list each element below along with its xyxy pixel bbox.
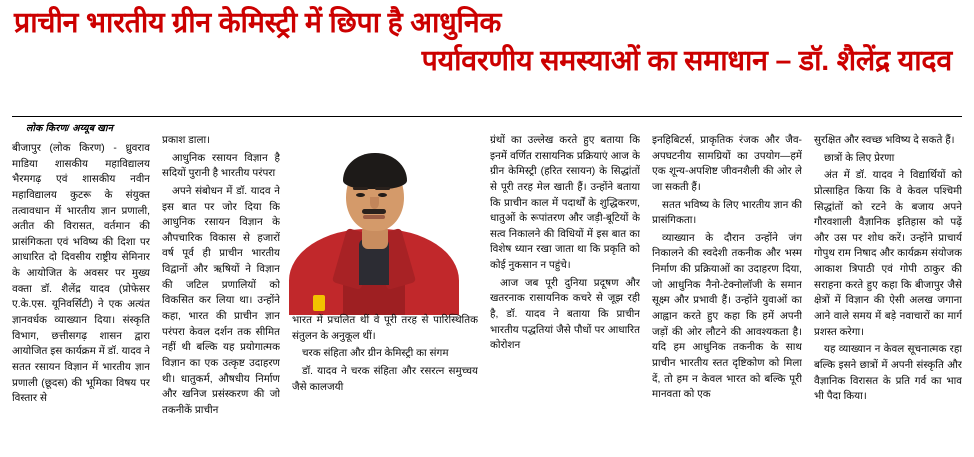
headline-line-2: पर्यावरणीय समस्याओं का समाधान – डॉ. शैलेंद्र यादव <box>421 45 952 78</box>
article-body <box>12 133 962 451</box>
paragraph: बीजापुर (लोक किरण) - ध्रुवराव माडिया शासकीय महाविद्यालय भैरमगढ़ एवं शासकीय नवीन महाविद्यालय कुटरू के संयुक्त तत्वावधान में भारतीय ज्ञान प्रणाली, अतीत की विरासत, वर्तमान की प्रासंगिकता एवं भविष्य की दिशा पर आधारित दो दिवसीय राष्ट्रीय सेमिनार के आयोजित के अवसर पर मुख्य वक्ता डॉ. शैलेंद्र यादव (प्रोफेसर ए.के.एस. यूनिवर्सिटी) ने एक अत्यंत ज्ञानवर्धक व्याख्यान दिया। संस्कृति विभाग, छत्तीसगढ़ शासन द्वारा आयोजित इस कार्यक्रम में डॉ. यादव ने सतत रसायन विज्ञान में भारतीय ज्ञान प्रणाली (छूदस) की भूमिका विषय पर विस्तार से <box>12 143 150 405</box>
paragraph: प्रकाश डाला। <box>162 135 211 146</box>
paragraph: ग्रंथों का उल्लेख करते हुए बताया कि इनमें वर्णित रासायनिक प्रक्रियाएं आज के ग्रीन केमिस्ट्री (हरित रसायन) के सिद्धांतों से पूरी तरह मेल खाती हैं। उन्होंने बताया कि प्राचीन काल में पदार्थों के शुद्धिकरण, धातुओं के रूपांतरण और जड़ी-बूटियों के सत्व निकालने की विधियों में इस बात का विशेष ध्यान रखा जाता था कि प्रकृति को कोई नुकसान न पहुंचे। <box>490 135 640 272</box>
paragraph: आधुनिक रसायन विज्ञान है सदियों पुरानी है भारतीय परंपरा <box>162 152 280 180</box>
headline-line-1: प्राचीन भारतीय ग्रीन केमिस्ट्री में छिपा है आधुनिक <box>14 7 502 39</box>
paragraph: व्याख्यान के दौरान उन्होंने जंग निकालने की स्वदेशी तकनीक और भस्म निर्माण की प्रक्रियाओं का उदाहरण दिया, जो आधुनिक नैनो-टेक्नोलॉजी के समान सूक्ष्म और प्रभावी हैं। उन्होंने युवाओं का आह्वान करते हुए कहा कि हमें अपनी जड़ों की ओर लौटने की आवश्यकता है। यदि हम आधुनिक तकनीक के साथ प्राचीन भारतीय स्तत दृष्टिकोण को मिला दें, तो हम न केवल भारत को बल्कि पूरी मानवता को एक <box>652 232 802 401</box>
paragraph: अपने संबोधन में डॉ. यादव ने इस बात पर जोर दिया कि आधुनिक रसायन विज्ञान के औपचारिक विकास से हजारों वर्ष पूर्व ही प्राचीन भारतीय विद्वानों और ऋषियों ने विज्ञान की जटिल प्रणालियों को विकसित कर लिया था। उन्होंने कहा, भारत की प्राचीन ज्ञान परंपरा केवल दर्शन तक सीमित नहीं थी बल्कि यह प्रयोगात्मक विज्ञान का एक उत्कृष्ट उदाहरण थी। धातुकर्म, औषधीय निर्माण और खनिज प्रसंस्करण की जो तकनीकें प्राचीन <box>162 185 280 416</box>
page-title <box>0 4 974 80</box>
paragraph: इनहिबिटर्स, प्राकृतिक रंजक और जैव-अपघटनीय सामग्रियों का उपयोग—हमें एक शून्य-अपशिष्ट जीवनशैली की ओर ले जा सकती हैं। <box>652 135 802 193</box>
paragraph: यह व्याख्यान न केवल सूचनात्मक रहा बल्कि इसने छात्रों में अपनी संस्कृति और वैज्ञानिक विरासत के प्रति गर्व का भाव भी पैदा किया। <box>814 344 962 403</box>
article-column-3 <box>292 313 478 457</box>
article-column-6 <box>814 133 962 451</box>
article-column-1 <box>12 141 150 457</box>
paragraph: भारत में प्रचलित थीं वे पूरी तरह से पारिस्थितिक संतुलन के अनुकूल थीं। <box>292 315 478 342</box>
article-column-2 <box>162 133 280 451</box>
paragraph: छात्रों के लिए प्रेरणा <box>824 152 895 164</box>
byline: लोक किरण/ अय्यूब खान <box>26 123 114 134</box>
paragraph: चरक संहिता और ग्रीन केमिस्ट्री का संगम <box>302 348 449 360</box>
paragraph: डॉ. यादव ने चरक संहिता और रसरत्न समुच्चय जैसे कालजयी <box>292 365 478 393</box>
article-column-4 <box>490 133 640 451</box>
headline-divider <box>12 116 962 117</box>
article-column-5 <box>652 133 802 451</box>
paragraph: सुरक्षित और स्वच्छ भविष्य दे सकते हैं। <box>814 135 955 146</box>
paragraph: अंत में डॉ. यादव ने विद्यार्थियों को प्रोत्साहित किया कि वे केवल पश्चिमी सिद्धांतों को रटने के बजाय अपने गौरवशाली वैज्ञानिक इतिहास को पढ़ें और उस पर शोध करें। उन्होंने प्राचार्य गोपुथ राम निषाद और कार्यक्रम संयोजक आकाश त्रिपाठी एवं गोपी ठाकुर की सराहना करते हुए कहा कि बीजापुर जैसे क्षेत्रों में विज्ञान की ऐसी अलख जगाना आने वाले समय में बड़े नवाचारों का मार्ग प्रशस्त करेगा। <box>814 170 962 338</box>
paragraph: आज जब पूरी दुनिया प्रदूषण और खतरनाक रासायनिक कचरे से जूझ रही है, डॉ. यादव ने बताया कि प्राचीन भारतीय पद्धतियां जैसे पौधों पर आधारित कोरोशन <box>490 277 640 352</box>
paragraph: सतत भविष्य के लिए भारतीय ज्ञान की प्रासंगिकता। <box>652 199 802 227</box>
